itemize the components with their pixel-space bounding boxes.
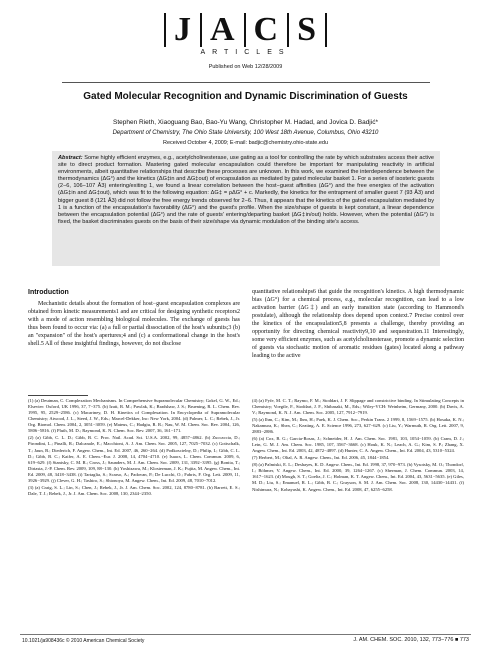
references-right <box>252 398 464 493</box>
journal-citation: J. AM. CHEM. SOC. 2010, 132, 773−776 ■ 773 <box>353 637 469 643</box>
logo-letter-j: J <box>173 11 192 48</box>
body-column-left <box>28 300 240 348</box>
doi-copyright: 10.1021/ja908436c © 2010 American Chemical Society <box>22 638 145 644</box>
body-column-right <box>252 288 464 360</box>
author-list: Stephen Rieth, Xiaoguang Bao, Bao-Yu Wang, Christopher M. Hadad, and Jovica D. Badjić* <box>113 119 378 126</box>
intro-paragraph-continued: quantitative relationships6 that guide the recognition's kinetics. A high thermodynamic bias (ΔG°) for a chemical process, e.g., molecular recognition, can lead to a low activation barrier (ΔG‡) and an early transition state (according to Hammond's postulate), although the relationship does depend upon context.7 Precise control over the kinetics of the encapsulation5,8 presents a challenge, thereby providing an opportunity for directing chemical reactivity9,10 and sequestration.11 Interestingly, some very efficient enzymes, such as acetylcholinesterase, promote a dynamic selection of guests via stochastic motion of aromatic residues (gates) located along a pathway leading to the active <box>252 289 464 359</box>
logo-divider <box>325 13 327 47</box>
abstract-box <box>52 151 440 266</box>
publication-date: Published on Web 12/28/2009 <box>208 64 283 70</box>
abstract <box>58 155 434 226</box>
logo-letter-c: C <box>253 11 280 48</box>
journal-logo <box>0 12 491 48</box>
section-label: ARTICLES <box>200 49 291 56</box>
reference-item: (4) (a) Fyfe, M. C. T.; Raymo, F. M.; Stoddart, J. F. Slippage and constrictive binding. In Stimulating Concepts in Chemistry; Voegtle, F., Stoddart, J. F., Shibasaki, M., Eds.; Wiley-VCH: Weinheim, Germany, 2000. (b) Davis, A. V.; Raymond, K. N. J. Am. Chem. Soc. 2005, 127, 7912−7919. <box>252 398 464 416</box>
reference-item: (2) (a) Gibb, C. L. D.; Gibb, B. C. Proc. Natl. Acad. Sci. U.S.A. 2002, 99, 4857−4862. (b) Zuccaccia, D.; Pirondini, L.; Pinalli, R.; Dalcanale, E.; Macchioni, A. J. Am. Chem. Soc. 2005, 127, 7025−7032. (c) Gottschalk, T.; Jaun, B.; Diederich, F. Angew. Chem., Int. Ed. 2007, 46, 260−264. (d) Podkoscielny, D.; Philip, I.; Gibb, C. L. D.; Gibb, B. C.; Kaifer, A. E. Chem.−Eur. J. 2008, 14, 4704−4710. (e) Isaacs, L. Chem. Commun. 2009, 6, 619−629. (f) Stanisky, C. M. R.; Cross, J.; Saunders, M. J. Am. Chem. Soc. 2009, 131, 3392−3395. (g) Bonita, T.; Diriasta, J.-P. Chem. Rev. 2009, 109, 88−130. (h) Yoshizawa, M.; Klosterman, J. K.; Fujita, M. Angew. Chem., Int. Ed. 2009, 48, 3418−3438. (i) Tartaglia, S.; Scarso, A.; Padovan, P.; De Lucchi, O.; Fabris, F. Org. Lett. 2009, 11, 3926−3929. (j) Clever, G. H.; Tashiro, S.; Shionoya, M. Angew. Chem., Int. Ed. 2009, 48, 7010−7012. <box>28 435 240 484</box>
section-heading: Introduction <box>28 289 69 296</box>
references-left <box>28 398 240 498</box>
journal-masthead <box>0 12 491 70</box>
abstract-body: Some highly efficient enzymes, e.g., acetylcholinesterase, use gating as a tool for controlling the rate by which substrates access their active site to direct product formation. Mastering gated molecular encapsulation could therefore be important for manipulating reactivity in artificial environments, albeit quantitative relationships that describe these processes are unknown. In this work, we examined the interdependence between the thermodynamics (ΔG°) and the kinetics (ΔG‡in and ΔG‡out) of encapsulation as mediated by gated molecular basket 1. For a series of isosteric guests (2−6, 106−107 Å3) entering/exiting 1, we found a linear correlation between the host−guest affinities (ΔG°) and the free energies of the activation (ΔG‡in and ΔG‡out), which was fit to the following equation: ΔG‡ = ρΔG° + c. Markedly, the kinetics for the entrapment of smaller guest 7 (93 Å3) and bigger guest 8 (121 Å3) did not follow the free energy trends observed for 2−6. Thus, it appears that the kinetics of the gated encapsulation mediated by 1 is a function of the encapsulation's favorability (ΔG°) and the guest's profile. When the size/shape of guests is kept constant, a linear dependence between the encapsulation potential (ΔG°) and the rate of guests' entering/departing basket (ΔG‡in/out) holds. However, when the potential (ΔG°) is fixed, the basket discriminates guests on the basis of their size/shape via dynamic modulation of the binding site's access. <box>58 155 434 225</box>
footer-rule <box>20 634 471 635</box>
reference-item: (5) (a) Ihm, C.; Kim, M.; Ihm, H.; Paek, K. J. Chem. Soc., Perkin Trans. 2 1999, 8, 1569−1575. (b) Hosaka, K. N.; Nakamura, K.; Shea, C.; Keating, A. E. Science 1996, 273, 627−629. (c) Liu, Y.; Warmuth, R. Org. Lett. 2007, 9, 2883−2886. <box>252 417 464 435</box>
reference-item: (3) (a) Craig, S. L.; Lin, S.; Chen, J.; Rebek, J., Jr. J. Am. Chem. Soc. 2002, 124, 8780−8781. (b) Barrett, E. S.; Dale, T. J.; Rebek, J., Jr. J. Am. Chem. Soc. 2008, 130, 2344−2350. <box>28 484 240 496</box>
reference-item: (7) Herbert, M.; Oltal, A. R. Angew. Chem., Int. Ed. 2006, 45, 1844−1854. <box>252 455 390 461</box>
abstract-label: Abstract: <box>58 155 83 161</box>
article-title: Gated Molecular Recognition and Dynamic Discrimination of Guests <box>83 91 408 102</box>
intro-paragraph: Mechanistic details about the formation of host−guest encapsulation complexes are obtained from kinetic measurements1 and are critical for designing synthetic receptors2 with a mode of action resembling biological molecules. The exchange of guests has thus been found to occur via: (a) a full or partial dissociation of the host's subunits;3 (b) an "expansion" of the host's apertures;4 and (c) a conformational change in the host's shell.5 All of these insightful findings, however, do not disclose <box>28 301 240 347</box>
affiliation: Department of Chemistry, The Ohio State University, 100 West 18th Avenue, Columbus, Ohio 43210 <box>112 130 379 136</box>
reference-item: (1) (a) Deutman, C. Complexation Mechanisms. In Comprehensive Supramolecular Chemistry; Gokel, G. W., Ed.; Elsevier: Oxford, UK 1996, 37, 7−375. (b) Izatt, R. M.; Pawlak, K.; Bradshaw, J. S.; Bruening, R. L. Chem. Rev. 1995, 95, 2529−2586. (c) Macartney, D. H. Kinetics of Complexation. In Encyclopedia of Supramolecular Chemistry; Atwood, J. L., Steed, J. W., Eds.; Marcel-Dekker, Inc: New York, 2004. (d) Palmer, L. C.; Rebek, J., Jr. Org. Biomol. Chem. 2004, 2, 3051−3059. (e) Mateus, C.; Hadgiu, R. R.; Nau, W. M. Chem. Soc. Rev. 2004, 126, 5806−5816. (f) Pluth, M. D.; Raymond, K. N. Chem. Soc. Rev. 2007, 36, 161−171. <box>28 398 240 434</box>
references-rule <box>28 395 88 396</box>
received-date: Received October 4, 2009; E-mail: badjic@chemistry.ohio-state.edu <box>162 140 329 146</box>
logo-letter-s: S <box>297 11 318 48</box>
logo-letter-a: A <box>209 11 236 48</box>
reference-item: (8) (a) Palmiski, E. L.; Deshayes, K. D. Angew. Chem., Int. Ed. 1998, 37, 970−973. (b) Vysotsky, M. O.; Thondorf, I.; Böhmer, V. Angew. Chem., Int. Ed. 2000, 39, 1264−1267. (c) Sherman, J. Chem. Commun. 2003, 14, 1617−1623. (d) Mough, S. T.; Goeltz, J. C.; Holman, K. T. Angew. Chem., Int. Ed. 2004, 43, 5631−5635. (e) Giles, M. D.; Liu, S.; Emanuel, R. L.; Gibb, B. C.; Grayson, S. M. J. Am. Chem. Soc. 2008, 130, 14430−14431. (f) Nishimura, N.; Kobayashi, K. Angew. Chem., Int. Ed. 2008, 47, 6255−6258. <box>252 462 464 492</box>
reference-item: (6) (a) Cox, B. G.; Garcia-Rosas, J.; Schneider, H. J. Am. Chem. Soc. 1981, 103, 1054−1059. (b) Cram, D. J.; Lein, G. M. J. Am. Chem. Soc. 1985, 107, 3567−3668. (c) Houk, K. N.; Leach, A. G.; Kim, S. P.; Zhang, X. Angew. Chem., Int. Ed. 2003, 42, 4872−4897. (d) Hunter, C. A. Angew. Chem., Int. Ed. 2004, 43, 5310−5324. <box>252 436 464 454</box>
masthead-rule <box>62 82 430 83</box>
